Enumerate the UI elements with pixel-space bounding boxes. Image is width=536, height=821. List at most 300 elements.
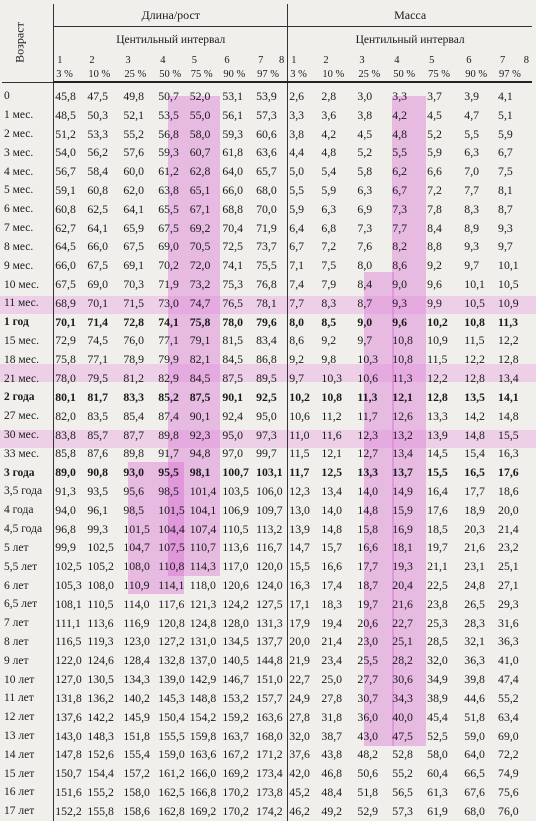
mass-cell: 9,2 [427,258,442,273]
mass-cell: 8,0 [289,314,305,329]
mass-cell: 12,1 [321,446,343,461]
length-cell: 91,7 [158,446,179,461]
age-cell: 13 лет [2,727,54,746]
mass-cell: 66,5 [464,766,485,781]
table-row [2,332,532,351]
mass-cell: 19,7 [427,540,448,555]
age-cell: 16 лет [2,783,54,802]
length-cell: 82,9 [158,371,179,386]
mass-cell: 9,3 [392,295,408,310]
mass-cell: 47,5 [392,728,413,743]
length-cell: 52,1 [123,107,145,122]
mass-cell: 43,8 [321,747,343,762]
length-cell: 78,9 [123,352,145,367]
mass-cell: 11,5 [289,446,310,461]
length-cell: 110,5 [87,596,114,611]
table-row [2,388,532,407]
age-cell: 6,5 лет [2,595,54,614]
mass-cell: 13,9 [427,427,448,442]
length-cell: 67,5 [87,258,109,273]
length-cell: 81,7 [87,389,109,404]
length-cell: 153,2 [222,690,249,705]
mass-cell: 4,2 [321,126,337,141]
mass-cell: 7,5 [321,258,337,273]
length-percentile-header: 97 % [255,67,288,82]
mass-cell: 10,5 [464,295,485,310]
mass-cell: 10,1 [498,258,519,273]
length-cell: 148,8 [189,690,217,705]
length-cell: 134,3 [123,672,150,687]
length-cell: 72,8 [123,314,145,329]
mass-cell: 5,4 [321,164,337,179]
mass-cell: 21,9 [289,653,310,668]
length-cell: 89,0 [55,465,76,480]
mass-cell: 55,2 [392,766,413,781]
length-cell: 78,1 [255,294,288,313]
mass-cell: 51,8 [464,709,485,724]
mass-cell: 75,6 [498,784,519,799]
age-cell: 4 года [2,501,54,520]
mass-cell: 17,6 [498,465,519,480]
mass-cell: 68,0 [464,803,485,818]
length-cell: 76,5 [222,295,244,310]
mass-cell: 61,9 [427,803,448,818]
mass-interval-number: 4 [394,54,400,66]
length-cell: 70,2 [158,258,179,273]
mass-cell: 7,7 [392,220,408,235]
length-cell: 87,5 [189,389,211,404]
mass-cell: 27,1 [498,578,519,593]
table-row [2,501,532,520]
length-cell: 58,4 [87,164,109,179]
length-cell: 147,8 [55,747,82,762]
length-cell: 59,1 [55,182,76,197]
mass-cell: 21,6 [392,596,413,611]
length-interval-number: 6 [224,54,230,66]
length-cell: 95,6 [123,483,145,498]
length-cell: 93,0 [123,465,145,480]
table-row [2,764,532,783]
mass-cell: 10,8 [321,389,343,404]
table-row [2,82,532,106]
length-cell: 97,3 [255,426,288,445]
mass-cell: 6,9 [357,201,373,216]
mass-cell: 12,5 [321,465,343,480]
mass-cell: 7,2 [321,239,337,254]
table-row [2,426,532,445]
mass-cell: 5,2 [357,145,373,160]
mass-cell: 36,3 [464,653,485,668]
table-row [2,256,532,275]
mass-cell: 11,5 [464,333,485,348]
length-cell: 144,8 [255,651,288,670]
table-row [2,219,532,238]
mass-cell: 10,8 [392,333,413,348]
mass-cell: 43,0 [357,728,379,743]
age-cell: 5 мес. [2,181,54,200]
mass-cell: 3,8 [357,107,373,122]
length-cell: 91,3 [55,483,76,498]
length-cell: 145,9 [123,709,150,724]
mass-cell: 56,5 [392,784,413,799]
length-cell: 120,8 [158,615,185,630]
mass-cell: 5,8 [357,164,373,179]
length-cell: 94,0 [55,502,76,517]
length-cell: 168,0 [255,727,288,746]
length-cell: 123,0 [123,634,150,649]
length-cell: 60,7 [189,145,211,160]
length-cell: 142,9 [189,672,217,687]
length-cell: 81,5 [222,333,244,348]
length-cell: 83,4 [255,332,288,351]
length-cell: 67,5 [55,277,76,292]
mass-cell: 8,1 [498,182,513,197]
length-cell: 116,5 [55,634,82,649]
length-cell: 74,5 [87,333,109,348]
mass-cell: 14,8 [321,521,343,536]
age-cell: 10 мес. [2,275,54,294]
length-cell: 170,2 [222,784,249,799]
age-cell: 5,5 лет [2,557,54,576]
length-cell: 166,0 [189,766,217,781]
length-interval-number: 1 [57,54,63,66]
length-cell: 83,5 [87,408,109,423]
mass-cell: 18,3 [321,596,343,611]
mass-interval-number: 6 [466,54,472,66]
mass-cell: 11,0 [289,427,310,442]
length-cell: 122,0 [55,653,82,668]
mass-cell: 11,6 [321,427,342,442]
length-cell: 116,7 [255,539,288,558]
length-cell: 151,0 [255,670,288,689]
length-cell: 90,1 [189,408,211,423]
length-cell: 110,8 [158,559,185,574]
mass-cell: 47,4 [498,672,519,687]
mass-cell: 7,1 [289,258,305,273]
mass-cell: 7,3 [357,220,373,235]
table-row [2,633,532,652]
length-cell: 66,0 [87,239,109,254]
length-cell: 102,5 [87,540,114,555]
mass-cell: 18,9 [464,502,485,517]
length-cell: 117,6 [158,596,185,611]
length-cell: 128,4 [123,653,150,668]
mass-cell: 6,7 [392,182,408,197]
length-cell: 159,2 [222,709,249,724]
length-cell: 150,4 [158,709,185,724]
mass-cell: 14,1 [498,389,519,404]
length-cell: 103,5 [222,483,249,498]
mass-cell: 27,7 [357,672,379,687]
mass-cell: 9,3 [498,220,513,235]
mass-cell: 45,2 [289,784,310,799]
length-cell: 47,5 [87,88,109,103]
length-cell: 59,3 [222,126,244,141]
mass-cell: 5,5 [392,145,408,160]
mass-cell: 24,8 [464,578,485,593]
length-cell: 61,8 [222,145,244,160]
length-cell: 79,6 [255,313,288,332]
length-cell: 117,0 [222,559,249,574]
length-cell: 60,6 [255,125,288,144]
mass-cell: 6,7 [498,145,513,160]
mass-cell: 11,7 [289,465,310,480]
age-cell: 11 мес. [2,294,54,313]
length-cell: 50,7 [158,88,179,103]
length-cell: 110,5 [222,521,249,536]
mass-cell: 9,8 [321,352,337,367]
mass-cell: 27,8 [321,690,343,705]
mass-cell: 17,1 [289,596,310,611]
mass-cell: 16,3 [289,578,310,593]
mass-cell: 24,9 [289,690,310,705]
table-row [2,350,532,369]
table-row [2,313,532,332]
mass-cell: 4,2 [392,107,408,122]
length-cell: 77,1 [87,352,109,367]
mass-cell: 19,3 [392,559,413,574]
mass-cell: 3,3 [289,107,305,122]
length-cell: 62,7 [55,220,76,235]
mass-cell: 34,9 [427,672,448,687]
mass-cell: 4,7 [464,107,480,122]
length-cell: 82,1 [189,352,211,367]
mass-cell: 23,1 [464,559,485,574]
mass-cell: 10,8 [392,352,413,367]
length-cell: 76,8 [255,275,288,294]
length-cell: 163,7 [222,728,249,743]
mass-cell: 29,3 [498,596,519,611]
mass-cell: 15,9 [392,502,413,517]
mass-cell: 12,6 [392,408,413,423]
mass-cell: 6,2 [392,164,408,179]
length-cell: 53,9 [255,82,288,106]
age-cell: 27 мес. [2,407,54,426]
length-cell: 119,3 [87,634,114,649]
mass-cell: 42,0 [289,766,310,781]
length-cell: 139,0 [158,672,185,687]
length-cell: 92,5 [255,388,288,407]
mass-cell: 17,7 [464,483,485,498]
length-percentile-header: 25 % [122,67,157,82]
mass-cell: 15,5 [289,559,310,574]
length-cell: 69,0 [158,239,179,254]
mass-cell: 19,7 [357,596,379,611]
length-cell: 85,8 [55,446,76,461]
mass-cell: 39,8 [464,672,485,687]
mass-cell: 11,2 [321,408,342,423]
mass-percentile-header: 97 % [497,67,532,82]
age-cell: 18 мес. [2,350,54,369]
length-cell: 85,2 [158,389,179,404]
mass-cell: 9,9 [427,295,442,310]
table-row [2,106,532,125]
length-cell: 71,4 [87,314,109,329]
mass-cell: 13,4 [392,446,413,461]
age-cell: 14 лет [2,745,54,764]
length-cell: 173,8 [255,783,288,802]
mass-cell: 5,5 [289,182,305,197]
length-cell: 100,7 [222,465,249,480]
length-cell: 152,2 [55,803,82,818]
length-cell: 99,7 [255,444,288,463]
age-cell: 8 мес. [2,238,54,257]
mass-cell: 14,8 [464,427,485,442]
age-cell: 9 лет [2,651,54,670]
mass-cell: 14,2 [464,408,485,423]
mass-cell: 23,8 [427,596,448,611]
mass-cell: 10,6 [357,371,379,386]
length-cell: 67,5 [123,239,145,254]
length-cell: 124,6 [87,653,114,668]
length-cell: 68,0 [255,181,288,200]
age-cell: 2 года [2,388,54,407]
length-cell: 72,0 [189,258,211,273]
age-cell: 21 мес. [2,369,54,388]
age-cell: 3 года [2,463,54,482]
mass-cell: 18,5 [427,521,448,536]
length-cell: 169,2 [189,803,217,818]
mass-cell: 25,3 [427,615,448,630]
mass-cell: 11,3 [392,371,413,386]
mass-cell: 17,9 [289,615,310,630]
mass-cell: 4,1 [498,88,513,103]
length-cell: 55,0 [189,107,211,122]
length-cell: 169,2 [222,766,249,781]
length-cell: 65,7 [255,162,288,181]
length-cell: 57,3 [255,106,288,125]
mass-cell: 45,4 [427,709,448,724]
table-row [2,482,532,501]
mass-cell: 18,1 [392,540,413,555]
length-cell: 84,5 [222,352,244,367]
mass-cell: 4,8 [392,126,408,141]
mass-cell: 8,8 [427,239,442,254]
mass-cell: 25,5 [357,653,379,668]
age-cell: 12 лет [2,708,54,727]
mass-cell: 5,2 [427,126,442,141]
length-cell: 75,5 [255,256,288,275]
length-cell: 116,9 [123,615,150,630]
length-cell: 162,8 [158,803,185,818]
length-cell: 72,5 [222,239,244,254]
length-header: Длина/рост [54,4,288,27]
mass-cell: 9,7 [498,239,513,254]
length-cell: 84,5 [189,371,211,386]
mass-cell: 9,2 [321,333,337,348]
mass-cell: 16,3 [498,446,519,461]
mass-cell: 10,1 [464,277,485,292]
length-cell: 64,1 [123,201,145,216]
mass-cell: 20,4 [392,578,413,593]
length-cell: 151,6 [55,784,82,799]
length-cell: 145,3 [158,690,185,705]
age-cell: 11 лет [2,689,54,708]
length-cell: 154,4 [87,766,114,781]
mass-interval-number: 5 [429,54,435,66]
length-cell: 95,0 [255,407,288,426]
length-cell: 79,1 [189,333,211,348]
length-cell: 96,1 [87,502,109,517]
length-cell: 87,6 [87,446,109,461]
table-row [2,275,532,294]
mass-cell: 10,3 [321,371,343,386]
mass-cell: 9,7 [357,333,373,348]
mass-cell: 9,2 [289,352,305,367]
length-cell: 155,8 [87,803,114,818]
mass-cell: 13,4 [498,371,519,386]
length-cell: 121,3 [189,596,217,611]
length-cell: 108,0 [123,559,150,574]
mass-cell: 30,7 [357,690,379,705]
mass-cell: 21,4 [498,521,519,536]
mass-cell: 12,1 [392,389,413,404]
length-cell: 101,5 [158,502,185,517]
length-cell: 65,9 [123,220,145,235]
mass-cell: 4,8 [321,145,337,160]
length-cell: 71,5 [123,295,145,310]
length-interval-number: 5 [191,54,197,66]
length-cell: 63,8 [158,182,179,197]
length-cell: 108,0 [87,578,114,593]
length-cell: 48,5 [55,107,76,122]
table-row [2,463,532,482]
age-cell: 17 лет [2,802,54,821]
mass-cell: 4,5 [357,126,373,141]
length-cell: 155,4 [123,747,150,762]
length-cell: 96,8 [55,521,76,536]
table-row [2,238,532,257]
mass-interval-number: 7 8 [500,54,529,66]
length-cell: 105,2 [87,559,114,574]
mass-cell: 8,4 [357,277,373,292]
mass-cell: 6,7 [289,239,305,254]
mass-cell: 10,9 [427,333,448,348]
length-percentile-header: 90 % [221,67,255,82]
length-cell: 142,2 [87,709,114,724]
mass-cell: 46,2 [289,803,310,818]
mass-cell: 64,0 [464,747,485,762]
mass-cell: 14,8 [357,502,379,517]
mass-cell: 59,0 [464,728,485,743]
length-cell: 110,7 [189,540,216,555]
length-cell: 85,7 [87,427,109,442]
mass-cell: 8,0 [357,258,373,273]
table-row [2,783,532,802]
mass-cell: 20,3 [464,521,485,536]
mass-cell: 21,4 [321,634,343,649]
length-cell: 63,6 [255,143,288,162]
length-cell: 161,2 [158,766,185,781]
length-cell: 150,7 [55,766,82,781]
mass-cell: 22,5 [427,578,448,593]
length-cell: 61,2 [158,164,179,179]
length-cell: 134,5 [222,634,249,649]
age-cell: 10 лет [2,670,54,689]
age-cell: 30 мес. [2,426,54,445]
mass-cell: 14,0 [321,502,343,517]
mass-cell: 30,6 [392,672,413,687]
length-cell: 83,8 [55,427,76,442]
mass-cell: 28,3 [464,615,485,630]
length-cell: 89,5 [255,369,288,388]
length-cell: 56,7 [55,164,76,179]
length-cell: 60,8 [87,182,109,197]
mass-cell: 55,2 [498,690,519,705]
mass-cell: 52,5 [427,728,448,743]
length-cell: 67,5 [158,220,179,235]
mass-cell: 11,5 [427,352,448,367]
